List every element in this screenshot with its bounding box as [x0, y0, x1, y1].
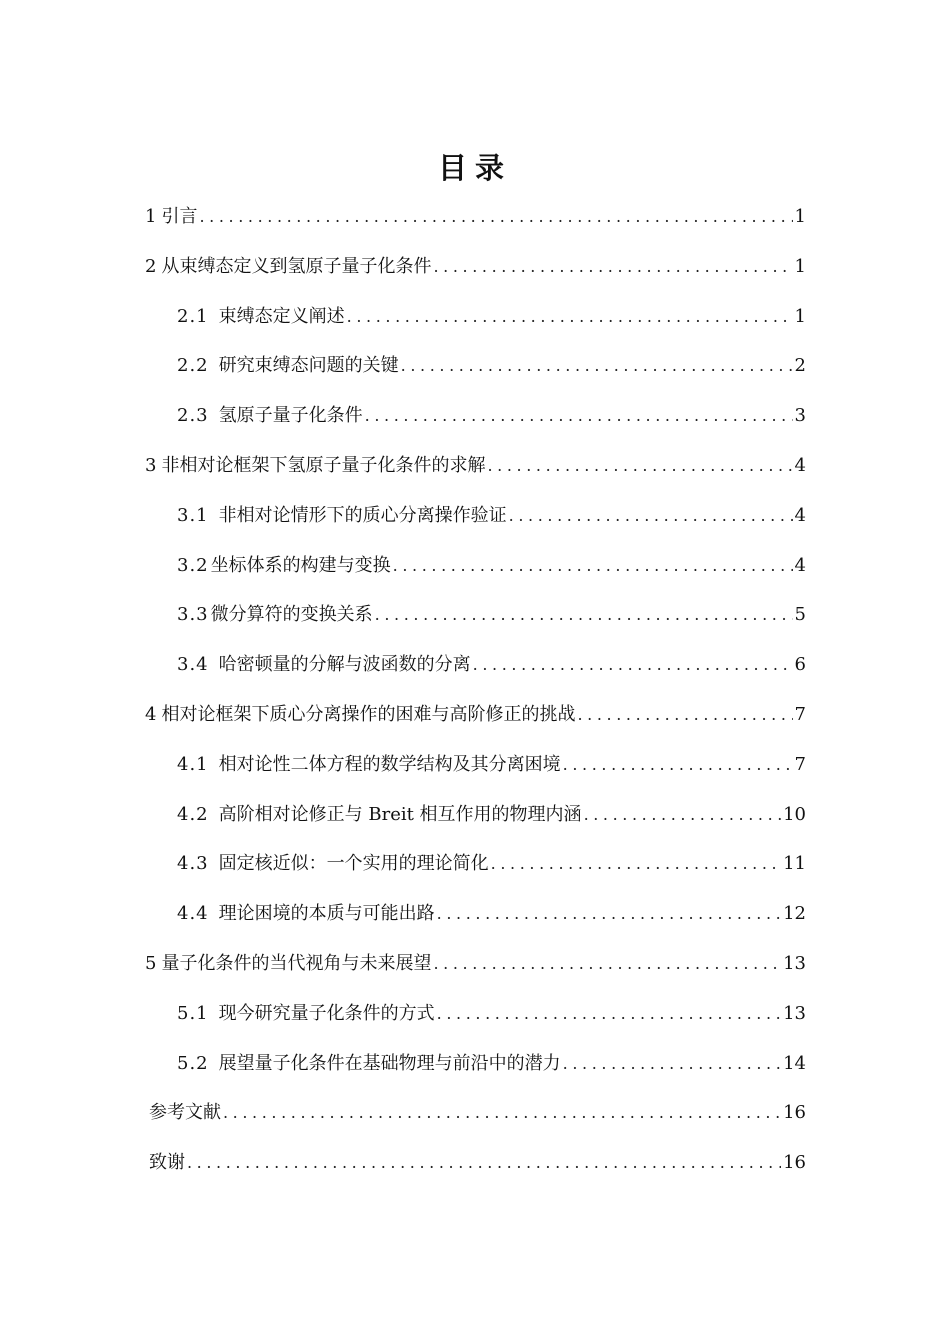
- toc-entry[interactable]: [145, 989, 806, 1039]
- toc-entry[interactable]: [145, 839, 806, 889]
- toc-entry[interactable]: [145, 1039, 806, 1089]
- toc-entry[interactable]: [145, 740, 806, 790]
- toc-entry-number: 4.1: [177, 753, 209, 775]
- toc-entry-title: 相对论框架下质心分离操作的困难与高阶修正的挑战: [161, 703, 576, 725]
- toc-entry-title: 束缚态定义阐述: [218, 305, 345, 327]
- toc-page-number: 1: [794, 255, 806, 277]
- toc-page-number: 10: [783, 803, 806, 825]
- toc-page-number: 1: [794, 305, 806, 327]
- toc-entry[interactable]: [145, 341, 806, 391]
- toc-leader-dots: [223, 1088, 781, 1138]
- toc-entry-number: 5.1: [177, 1002, 209, 1024]
- toc-entry-title: 从束缚态定义到氢原子量子化条件: [161, 255, 432, 277]
- toc-leader-dots: [433, 242, 792, 292]
- toc-page-number: 4: [794, 504, 806, 526]
- toc-entry-number: 3.1: [177, 504, 209, 526]
- toc-entry-title: 展望量子化条件在基础物理与前沿中的潜力: [218, 1052, 561, 1074]
- toc-entry[interactable]: [145, 242, 806, 292]
- toc-page-number: 12: [783, 903, 806, 925]
- toc-leader-dots: [199, 192, 792, 242]
- toc-leader-dots: [473, 640, 793, 690]
- toc-entry-title: 致谢: [149, 1152, 185, 1174]
- toc-leader-dots: [433, 939, 781, 989]
- toc-page-number: 14: [783, 1052, 806, 1074]
- toc-entry-title: 参考文献: [149, 1102, 221, 1124]
- toc-leader-dots: [365, 391, 793, 441]
- toc-page-number: 13: [783, 1002, 806, 1024]
- toc-leader-dots: [375, 590, 793, 640]
- toc-entry-number: 3: [145, 454, 158, 476]
- toc-leader-dots: [577, 690, 792, 740]
- toc-entry-title: 相对论性二体方程的数学结构及其分离困境: [218, 753, 561, 775]
- toc-entry-title: 量子化条件的当代视角与未来展望: [161, 952, 432, 974]
- toc-entry-number: 3.2: [177, 554, 209, 576]
- toc-leader-dots: [347, 292, 793, 342]
- toc-entry-number: 1: [145, 206, 158, 227]
- toc-leader-dots: [401, 341, 793, 391]
- toc-entry[interactable]: [145, 640, 806, 690]
- toc-entry-title: 氢原子量子化条件: [218, 405, 363, 427]
- toc-entry-title: 坐标体系的构建与变换: [210, 554, 391, 576]
- toc-entry[interactable]: [145, 1138, 806, 1188]
- toc-page-number: 2: [794, 355, 806, 377]
- toc-entry-title: 高阶相对论修正与 Breit 相互作用的物理内涵: [218, 803, 582, 825]
- toc-page-number: 5: [794, 604, 806, 626]
- toc-entry-number: 4.4: [177, 903, 209, 925]
- toc-page-number: 4: [794, 454, 806, 476]
- toc-page-number: 7: [794, 703, 806, 725]
- toc-entry[interactable]: [145, 690, 806, 740]
- toc-entry-title: 微分算符的变换关系: [210, 604, 373, 626]
- toc-leader-dots: [393, 541, 793, 591]
- toc-entry-title: 现今研究量子化条件的方式: [218, 1002, 435, 1024]
- toc-leader-dots: [187, 1138, 781, 1188]
- toc-entry-title: 研究束缚态问题的关键: [218, 355, 399, 377]
- toc-page-number: 4: [794, 554, 806, 576]
- toc-leader-dots: [563, 740, 793, 790]
- toc-entry-number: 2.2: [177, 355, 209, 377]
- toc-entry-number: 5: [145, 952, 158, 974]
- toc-entry[interactable]: [145, 192, 806, 242]
- toc-entry[interactable]: [145, 391, 806, 441]
- toc-leader-dots: [491, 839, 781, 889]
- toc-page-number: 1: [794, 206, 806, 227]
- toc-leader-dots: [509, 491, 793, 541]
- toc-entry-number: 5.2: [177, 1052, 209, 1074]
- toc-page-number: 16: [783, 1102, 806, 1124]
- toc-leader-dots: [487, 441, 792, 491]
- toc-entry-number: 4.2: [177, 803, 209, 825]
- toc-entry-title: 引言: [161, 206, 198, 227]
- toc-entry[interactable]: [145, 939, 806, 989]
- toc-entry[interactable]: [145, 292, 806, 342]
- toc-entry-number: 2.3: [177, 405, 209, 427]
- toc-leader-dots: [563, 1039, 781, 1089]
- toc-entry-number: 2.1: [177, 305, 209, 327]
- toc-entry-title: 理论困境的本质与可能出路: [218, 903, 435, 925]
- toc-page-number: 16: [783, 1152, 806, 1174]
- toc-page-number: 13: [783, 952, 806, 974]
- toc-leader-dots: [584, 790, 782, 840]
- toc-entry[interactable]: [145, 889, 806, 939]
- toc-page-number: 7: [794, 753, 806, 775]
- toc-page-number: 11: [783, 853, 806, 875]
- toc-entry-number: 4.3: [177, 853, 209, 875]
- toc-entry[interactable]: [145, 1088, 806, 1138]
- toc-leader-dots: [437, 989, 781, 1039]
- toc-entry[interactable]: [145, 441, 806, 491]
- toc-entry[interactable]: [145, 790, 806, 840]
- toc-entry-title: 固定核近似：一个实用的理论简化: [218, 853, 489, 875]
- toc-leader-dots: [437, 889, 781, 939]
- toc-entry-number: 3.3: [177, 604, 209, 626]
- toc-entry-number: 4: [145, 703, 158, 725]
- toc-entry-number: 2: [145, 255, 158, 277]
- toc-entry-title: 非相对论框架下氢原子量子化条件的求解: [161, 454, 486, 476]
- toc-entry-number: 3.4: [177, 654, 209, 676]
- page-title: 目录: [437, 151, 512, 185]
- toc-entry-title: 哈密顿量的分解与波函数的分离: [218, 654, 471, 676]
- toc-entry[interactable]: [145, 590, 806, 640]
- toc-entry-title: 非相对论情形下的质心分离操作验证: [218, 504, 507, 526]
- toc-entry[interactable]: [145, 541, 806, 591]
- toc-page-number: 6: [794, 654, 806, 676]
- toc-entry[interactable]: [145, 491, 806, 541]
- table-of-contents: [145, 192, 806, 1188]
- toc-page-number: 3: [794, 405, 806, 427]
